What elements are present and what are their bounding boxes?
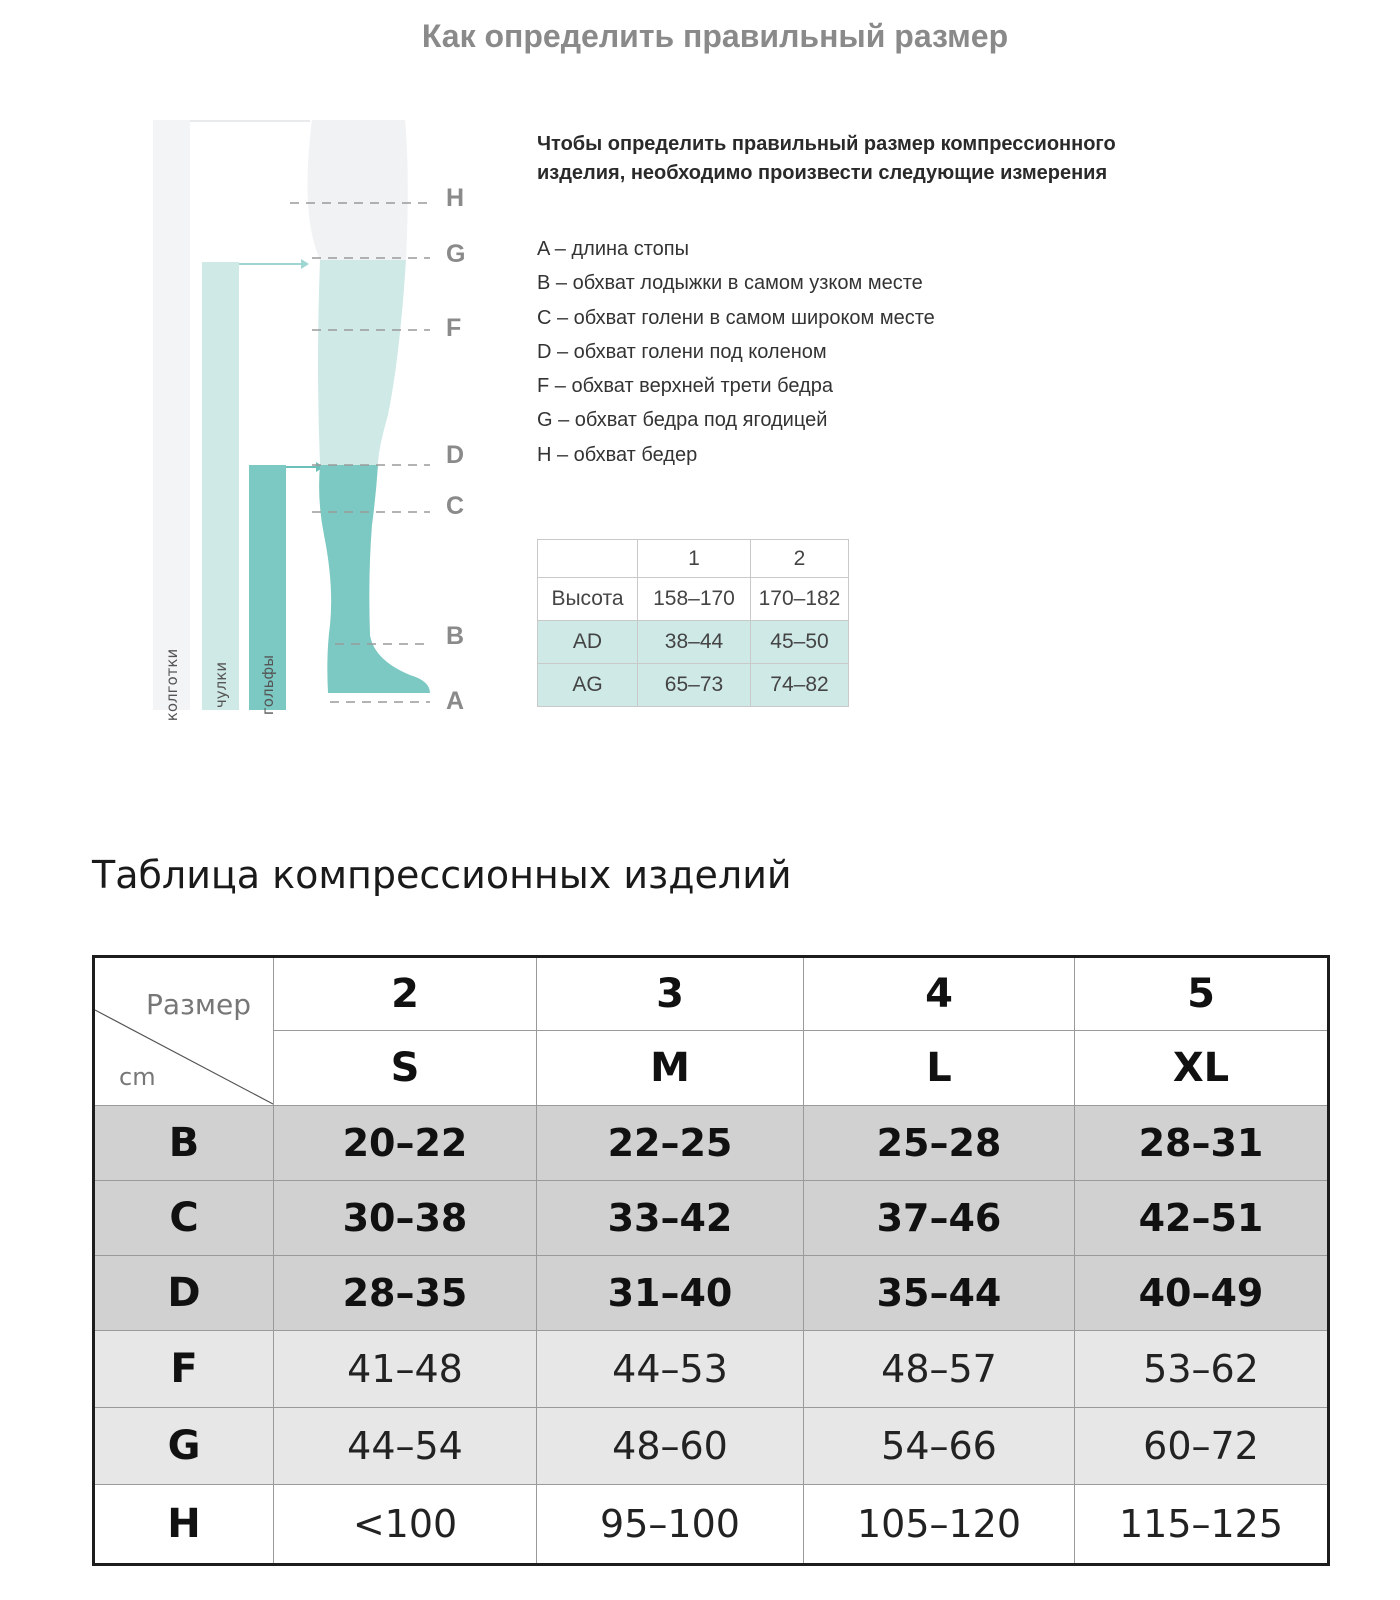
table-cell: 37–46 (804, 1181, 1075, 1256)
marker-d: D (446, 441, 465, 469)
table-row (94, 1106, 1329, 1181)
marker-b: B (446, 622, 465, 650)
table-cell: 170–182 (751, 578, 849, 621)
height-table (537, 539, 849, 707)
table-cell: 30–38 (274, 1181, 537, 1256)
size-label: L (804, 1031, 1075, 1106)
table-cell (538, 540, 638, 578)
list-item: C – обхват голени в самом широком месте (537, 306, 935, 329)
table-cell: 54–66 (804, 1408, 1075, 1485)
bar-label-stockings: чулки (211, 661, 230, 709)
table-row (94, 1256, 1329, 1331)
table-cell: 40–49 (1075, 1256, 1329, 1331)
row-key: C (94, 1181, 274, 1256)
table-cell: 41–48 (274, 1331, 537, 1408)
bar-stockings (202, 262, 239, 710)
table-cell: 65–73 (638, 664, 751, 707)
table-cell: 31–40 (537, 1256, 804, 1331)
table-cell: 25–28 (804, 1106, 1075, 1181)
table-row (94, 1331, 1329, 1408)
marker-f: F (446, 314, 462, 342)
row-key: H (94, 1485, 274, 1565)
table-cell: AD (538, 621, 638, 664)
size-label: XL (1075, 1031, 1329, 1106)
list-item: G – обхват бедра под ягодицей (537, 409, 828, 432)
table-cell: 1 (638, 540, 751, 578)
table-cell: 38–44 (638, 621, 751, 664)
marker-g: G (446, 240, 466, 268)
table-cell: 42–51 (1075, 1181, 1329, 1256)
table-cell: AG (538, 664, 638, 707)
table-row (538, 578, 849, 621)
size-number: 3 (537, 957, 804, 1031)
list-item: H – обхват бедер (537, 443, 698, 466)
size-table (92, 955, 1330, 1566)
intro-text: Чтобы определить правильный размер компрессионного изделия, необходимо произвести следующие измерения (537, 133, 1116, 184)
table-cell: 158–170 (638, 578, 751, 621)
bar-label-knee-highs: гольфы (258, 654, 277, 716)
corner-size-label: Размер (145, 988, 251, 1021)
corner-unit-label: cm (119, 1063, 156, 1091)
table-row (94, 1031, 1329, 1106)
table-row (538, 621, 849, 664)
table-row (94, 1485, 1329, 1565)
size-label: M (537, 1031, 804, 1106)
marker-h: H (446, 184, 465, 212)
table-cell: 33–42 (537, 1181, 804, 1256)
table-cell: <100 (274, 1485, 537, 1565)
size-table-title: Таблица компрессионных изделий (92, 853, 792, 897)
table-row (94, 957, 1329, 1031)
table-row (94, 1408, 1329, 1485)
table-row (94, 1181, 1329, 1256)
list-item: A – длина стопы (537, 238, 689, 260)
page-title: Как определить правильный размер (421, 18, 1009, 54)
table-cell: 22–25 (537, 1106, 804, 1181)
table-cell: 44–53 (537, 1331, 804, 1408)
size-number: 5 (1075, 957, 1329, 1031)
table-cell: 115–125 (1075, 1485, 1329, 1565)
marker-a: A (446, 687, 465, 715)
row-key: B (94, 1106, 274, 1181)
corner-cell (94, 957, 274, 1106)
table-cell: 53–62 (1075, 1331, 1329, 1408)
table-cell: 60–72 (1075, 1408, 1329, 1485)
table-cell: 105–120 (804, 1485, 1075, 1565)
table-cell: 48–57 (804, 1331, 1075, 1408)
measurement-list (537, 232, 935, 472)
table-cell: 28–35 (274, 1256, 537, 1331)
size-label: S (274, 1031, 537, 1106)
bar-tights (153, 120, 190, 722)
row-key: F (94, 1331, 274, 1408)
list-item: B – обхват лодыжки в самом узком месте (537, 272, 923, 295)
leg-silhouette-icon (290, 115, 470, 715)
table-cell: 45–50 (751, 621, 849, 664)
list-item: F – обхват верхней трети бедра (537, 375, 833, 398)
size-number: 4 (804, 957, 1075, 1031)
table-cell: 44–54 (274, 1408, 537, 1485)
row-key: G (94, 1408, 274, 1485)
row-key: D (94, 1256, 274, 1331)
table-cell: 35–44 (804, 1256, 1075, 1331)
table-row (538, 664, 849, 707)
size-number: 2 (274, 957, 537, 1031)
table-cell: 74–82 (751, 664, 849, 707)
table-cell: 28–31 (1075, 1106, 1329, 1181)
table-cell: 95–100 (537, 1485, 804, 1565)
list-item: D – обхват голени под коленом (537, 340, 827, 363)
bar-label-tights: колготки (162, 648, 181, 722)
bar-knee-highs (249, 465, 286, 716)
table-cell: 20–22 (274, 1106, 537, 1181)
table-cell: 48–60 (537, 1408, 804, 1485)
table-row (538, 540, 849, 578)
marker-c: C (446, 492, 465, 520)
table-cell: 2 (751, 540, 849, 578)
table-cell: Высота (538, 578, 638, 621)
